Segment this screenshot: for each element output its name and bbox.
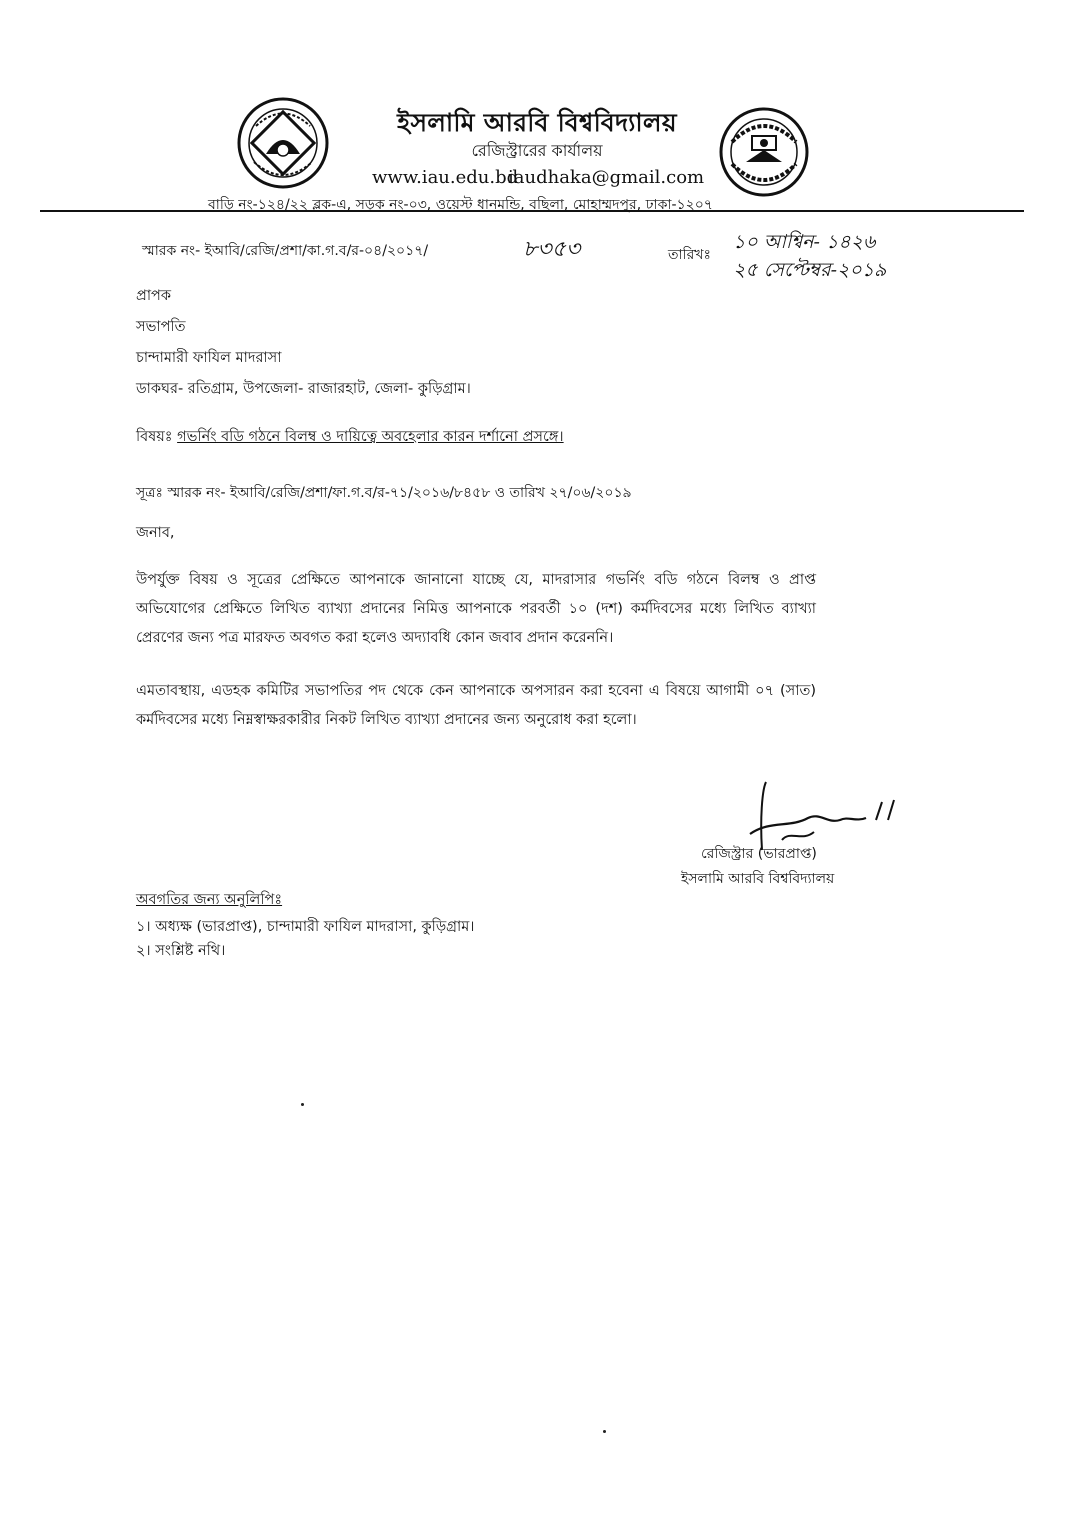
office-name: রেজিস্ট্রারের কার্যালয়: [471, 141, 603, 160]
salutation: জনাব,: [136, 525, 175, 541]
reference-line: সূত্রঃ স্মারক নং- ইআবি/রেজি/প্রশা/ফা.গ.ব/র-৭১/২০১৬/৮৪৫৮ ও তারিখ ২৭/০৬/২০১৯: [136, 485, 632, 501]
signatory-university: ইসলামি আরবি বিশ্ববিদ্যালয়: [681, 871, 835, 887]
subject-line: [136, 426, 564, 450]
body-paragraph-1: উপর্যুক্ত বিষয় ও সূত্রের প্রেক্ষিতে আপনাকে জানানো যাচ্ছে যে, মাদরাসার গভর্নিং বডি গঠনে বিলম্ব ও প্রাপ্ত অভিযোগের প্রেক্ষিতে লিখিত ব্যাখ্যা প্রদানের নিমিত্ত আপনাকে পরবর্তী ১০ (দশ) কর্মদিবসের মধ্যে লিখিত ব্যাখ্যা প্রেরণের জন্য পত্র মারফত অবগত করা হলেও অদ্যাবধি কোন জবাব প্রদান করেননি।: [136, 572, 816, 646]
body-paragraph-2: এমতাবস্থায়, এডহক কমিটির সভাপতির পদ থেকে কেন আপনাকে অপসারন করা হবেনা এ বিষয়ে আগামী ০৭ (সাত) কর্মদিবসের মধ্যে নিম্নস্বাক্ষরকারীর নিকট লিখিত ব্যাখ্যা প্রদানের জন্য অনুরোধ করা হলো।: [136, 683, 816, 728]
office-address: বাড়ি নং-১২৪/২২ ব্লক-এ, সড়ক নং-০৩, ওয়েস্ট ধানমন্ডি, বছিলা, মোহাম্মদপুর, ঢাকা-১২০৭: [208, 197, 713, 213]
cc-heading: অবগতির জন্য অনুলিপিঃ: [136, 892, 283, 908]
date-label: তারিখঃ: [668, 247, 711, 263]
subject-label: বিষয়ঃ: [136, 429, 173, 445]
cc-item: ১। অধ্যক্ষ (ভারপ্রাপ্ত), চান্দামারী ফাযিল মাদরাসা, কুড়িগ্রাম।: [136, 919, 475, 935]
recipient-to: প্রাপক: [136, 288, 172, 304]
recipient-institution: চান্দামারী ফাযিল মাদরাসা: [136, 350, 282, 366]
date-bangla: ১০ আশ্বিন- ১৪২৬: [733, 231, 876, 253]
website-link[interactable]: www.iau.edu.bd: [372, 167, 519, 188]
memo-handwritten-number: ৮৩৫৩: [523, 237, 581, 262]
recipient-address: ডাকঘর- রতিগ্রাম, উপজেলা- রাজারহাট, জেলা- কুড়িগ্রাম।: [136, 381, 471, 397]
scan-speck: [603, 1430, 606, 1433]
signatory-designation: রেজিস্ট্রার (ভারপ্রাপ্ত): [701, 846, 817, 862]
cc-item: ২। সংশ্লিষ্ট নথি।: [136, 943, 226, 959]
recipient-designation: সভাপতি: [136, 319, 186, 335]
scan-speck: [301, 1103, 304, 1106]
header-divider: [40, 210, 1024, 212]
memo-number: স্মারক নং- ইআবি/রেজি/প্রশা/কা.গ.ব/র-০৪/২০১৭/: [142, 243, 429, 259]
email-link[interactable]: iaudhaka@gmail.com: [508, 167, 705, 188]
university-name: ইসলামি আরবি বিশ্ববিদ্যালয়: [397, 108, 677, 137]
date-english: ২৫ সেপ্টেম্বর-২০১৯: [733, 259, 887, 281]
university-seal-right: [718, 106, 810, 198]
subject-text: গভর্নিং বডি গঠনে বিলম্ব ও দায়িত্বে অবহেলার কারন দর্শানো প্রসঙ্গে।: [177, 429, 564, 445]
